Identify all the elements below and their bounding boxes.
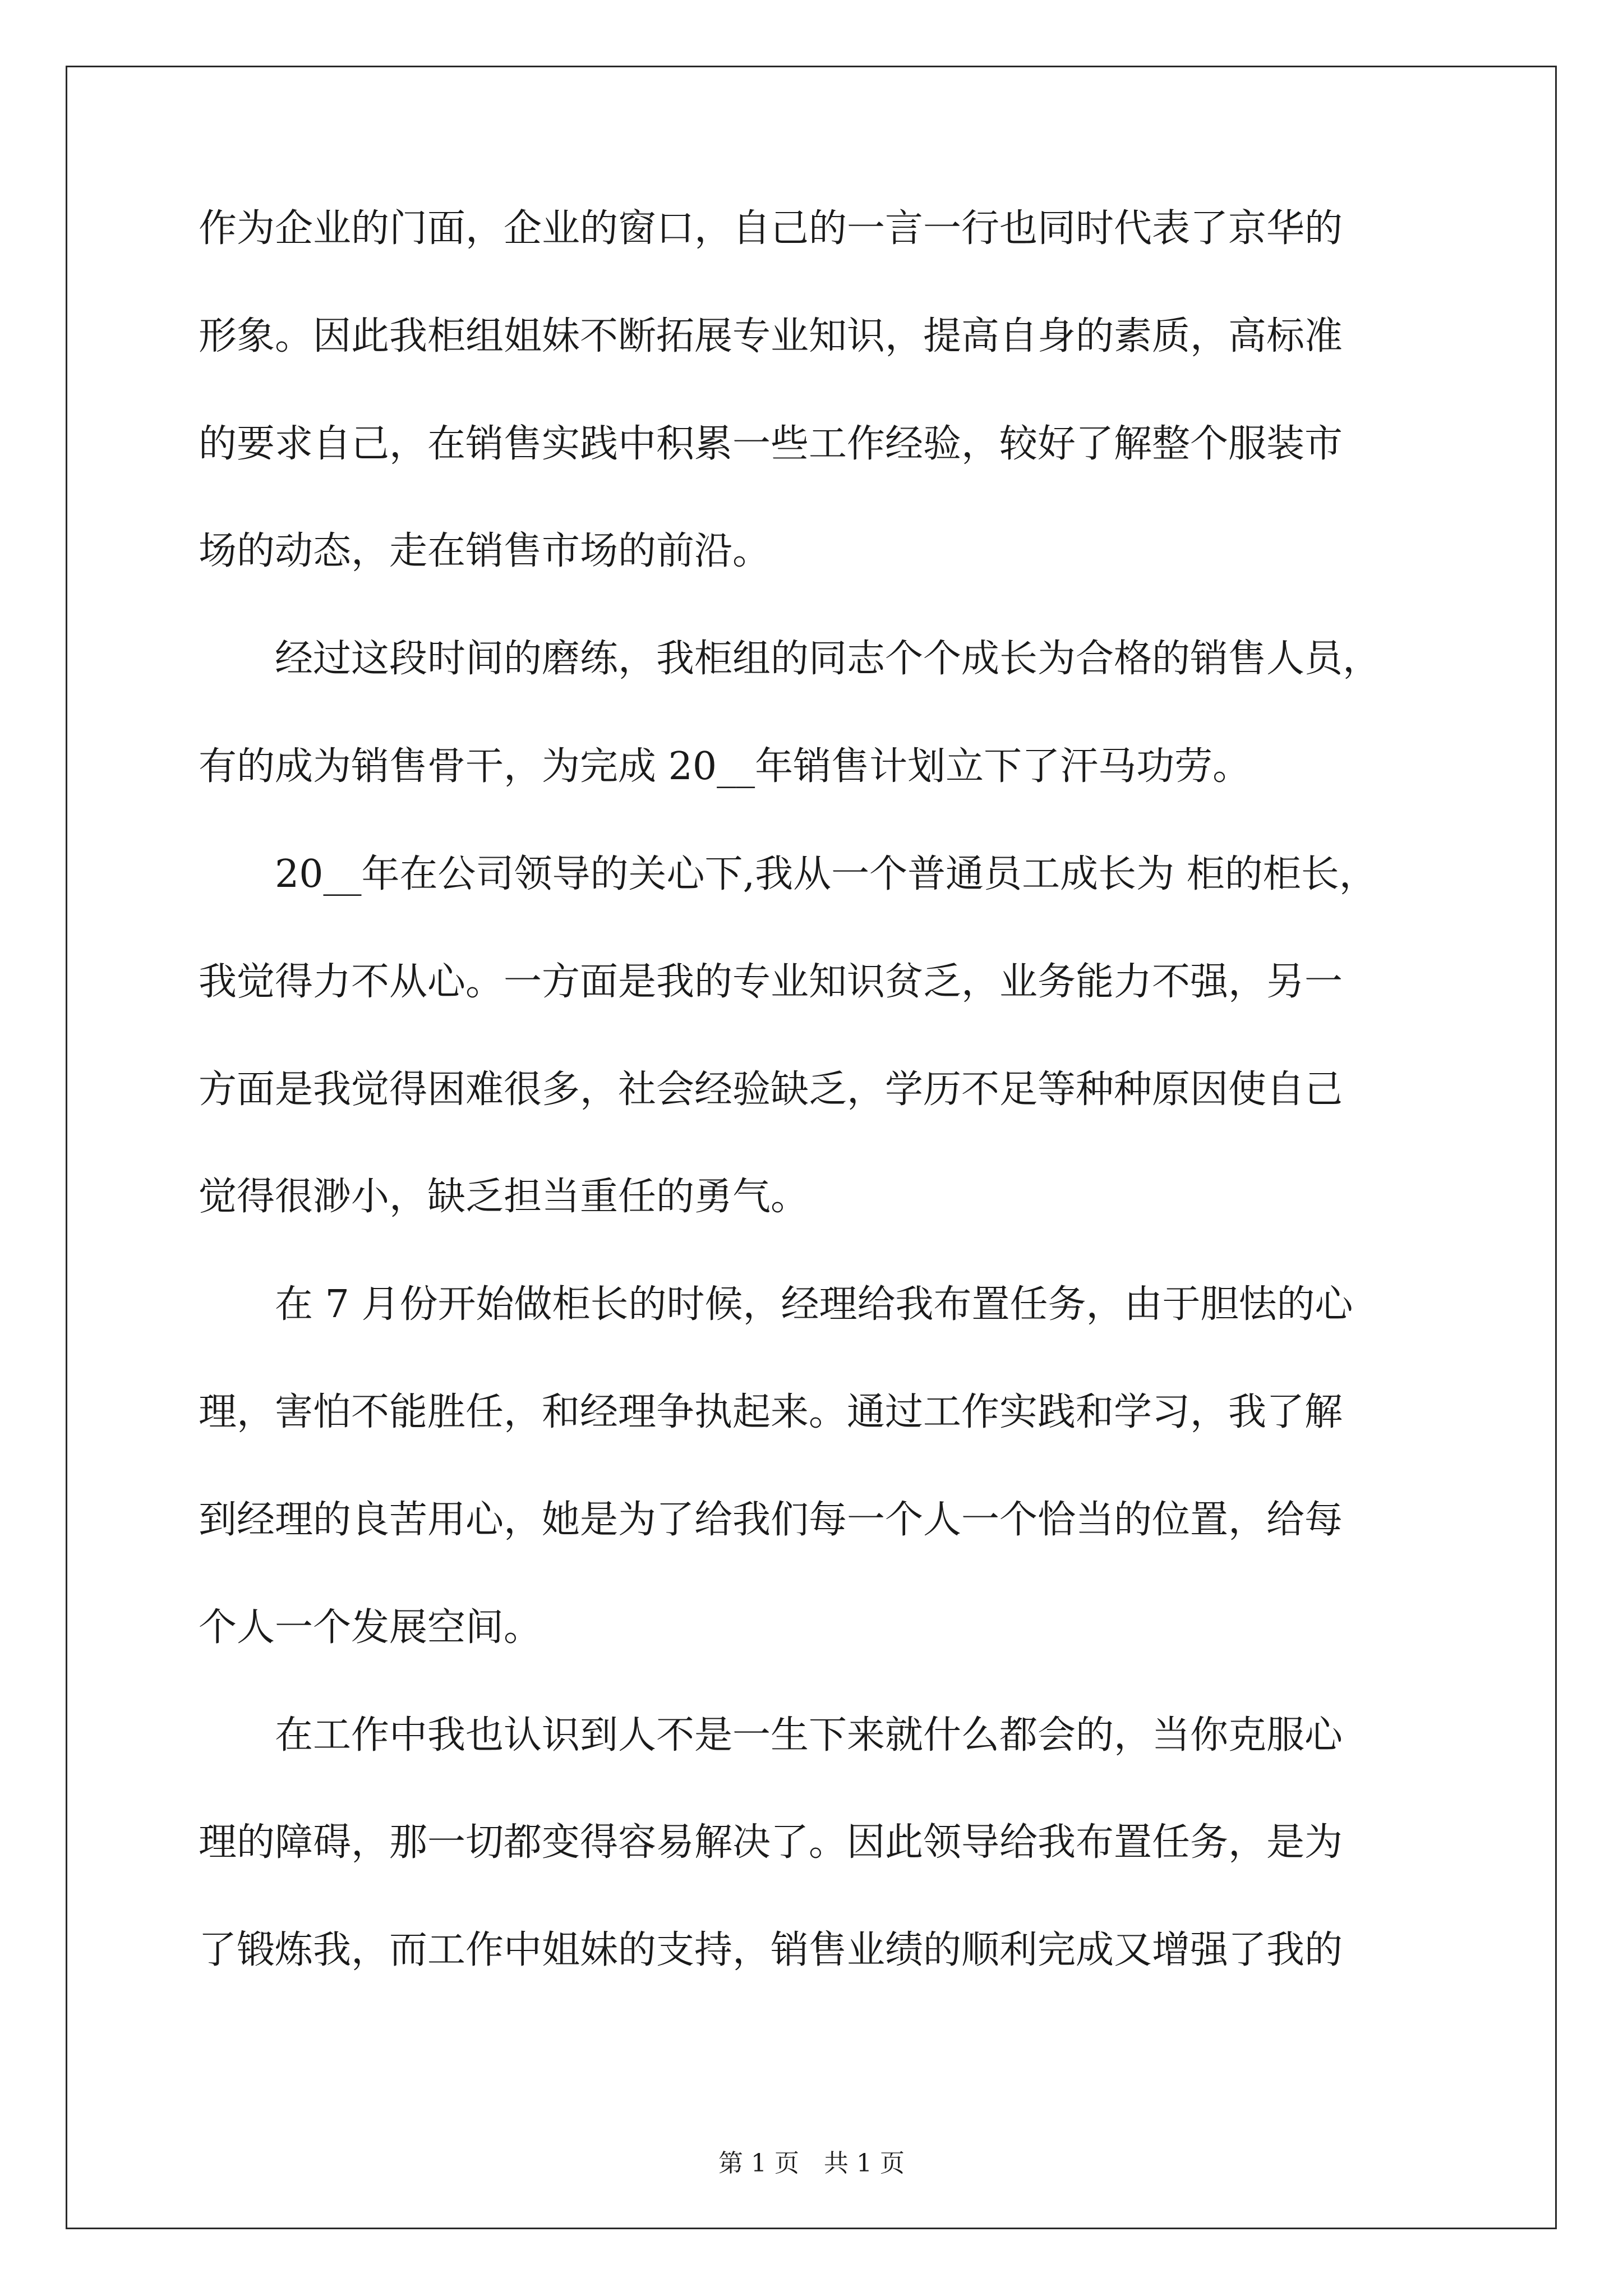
text-line: 到经理的良苦用心，她是为了给我们每一个人一个恰当的位置，给每 — [199, 1498, 1343, 1542]
text-line: 理，害怕不能胜任，和经理争执起来。通过工作实践和学习，我了解 — [199, 1390, 1343, 1434]
page-border — [66, 66, 1557, 2229]
text-line: 了锻炼我，而工作中姐妹的支持，销售业绩的顺利完成又增强了我的 — [199, 1928, 1343, 1972]
page-number-footer: 第 1 页 共 1 页 — [718, 2149, 905, 2178]
text-line: 觉得很渺小，缺乏担当重任的勇气。 — [199, 1175, 809, 1219]
text-line: 20__年在公司领导的关心下,我从一个普通员工成长为 柜的柜长， — [199, 852, 1377, 896]
text-line: 作为企业的门面，企业的窗口，自己的一言一行也同时代表了京华的 — [199, 206, 1343, 251]
text-line: 形象。因此我柜组姐妹不断拓展专业知识，提高自身的素质，高标准 — [199, 314, 1343, 358]
text-line: 我觉得力不从心。一方面是我的专业知识贫乏，业务能力不强，另一 — [199, 960, 1343, 1004]
text-line: 方面是我觉得困难很多，社会经验缺乏，学历不足等种种原因使自己 — [199, 1068, 1343, 1112]
text-line: 在工作中我也认识到人不是一生下来就什么都会的，当你克服心 — [199, 1713, 1343, 1757]
text-line: 场的动态，走在销售市场的前沿。 — [199, 529, 771, 573]
text-line: 的要求自己，在销售实践中积累一些工作经验，较好了解整个服装市 — [199, 422, 1343, 466]
text-line: 理的障碍，那一切都变得容易解决了。因此领导给我布置任务，是为 — [199, 1820, 1343, 1865]
text-line: 有的成为销售骨干，为完成 20__年销售计划立下了汗马功劳。 — [199, 744, 1251, 789]
text-line: 个人一个发展空间。 — [199, 1605, 542, 1650]
text-line: 在 7 月份开始做柜长的时候，经理给我布置任务，由于胆怯的心 — [199, 1282, 1353, 1327]
text-line: 经过这段时间的磨练，我柜组的同志个个成长为合格的销售人员， — [199, 637, 1381, 681]
